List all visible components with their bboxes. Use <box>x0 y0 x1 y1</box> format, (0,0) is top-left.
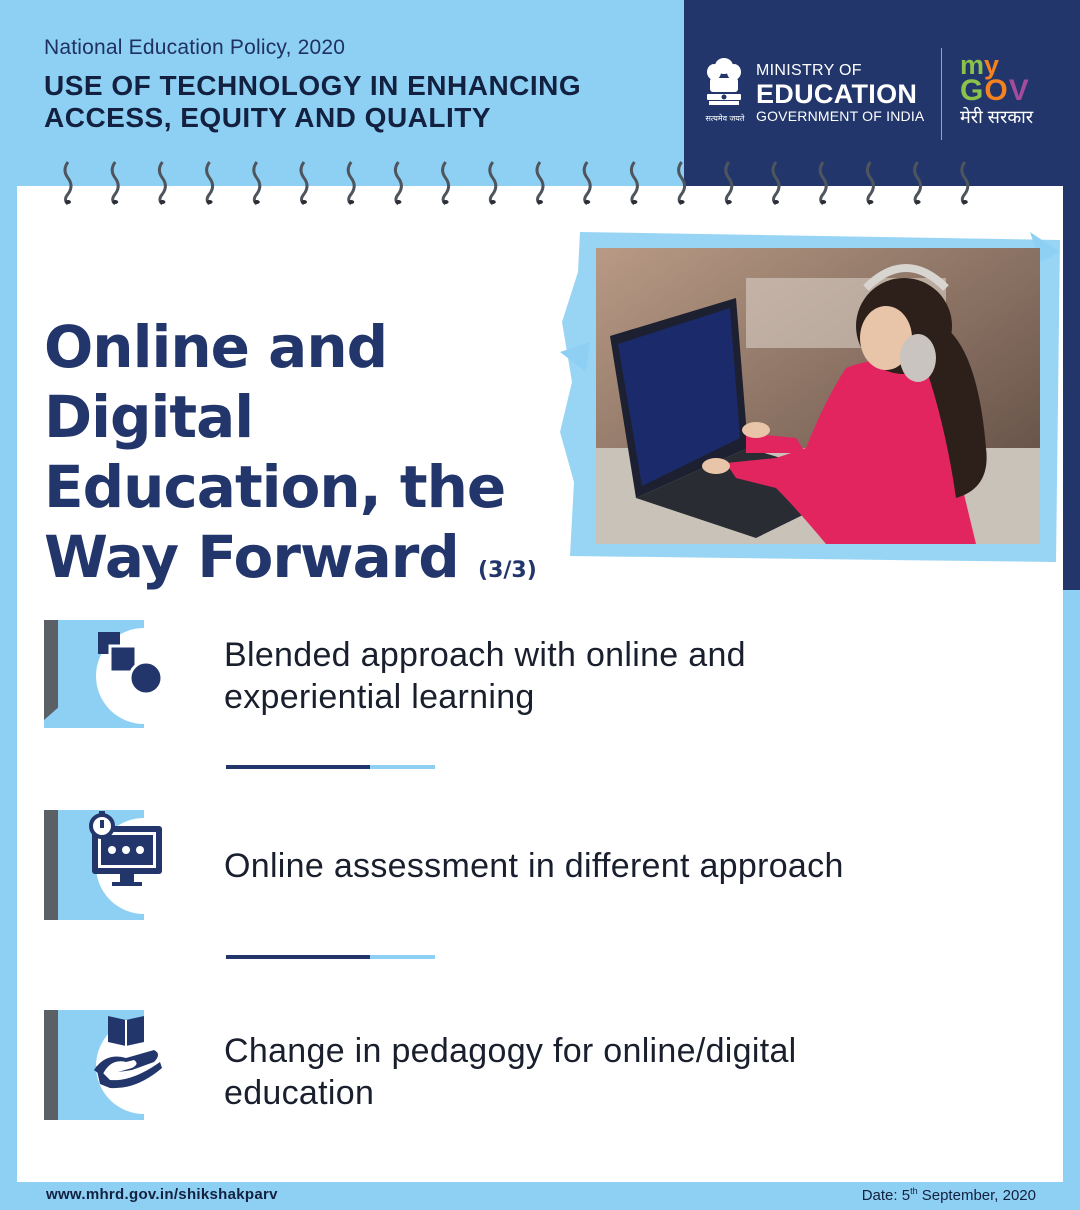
binding-ring-icon <box>159 162 165 204</box>
binding-ring-icon <box>254 162 260 204</box>
logo-divider <box>941 48 942 140</box>
binding-ring-icon <box>537 162 543 204</box>
page-header-title <box>44 70 644 134</box>
part-number: (3/3) <box>478 558 537 583</box>
main-title-line3: Way Forward (3/3) <box>44 523 537 591</box>
item1-line2: experiential learning <box>224 678 535 716</box>
separator-2 <box>226 955 435 959</box>
binding-ring-icon <box>679 162 685 204</box>
blended-learning-icon <box>44 618 164 730</box>
header-title-line1: USE OF TECHNOLOGY IN ENHANCING <box>44 70 582 101</box>
binding-ring-icon <box>443 162 449 204</box>
binding-ring-icon <box>631 162 637 204</box>
ministry-line3: GOVERNMENT OF INDIA <box>756 108 925 124</box>
binding-ring-icon <box>395 162 401 204</box>
girl-with-laptop-photo <box>596 248 1040 544</box>
binding-ring-icon <box>726 162 732 204</box>
online-assessment-icon <box>44 810 164 922</box>
binding-ring-icon <box>867 162 873 204</box>
mygov-y: y <box>984 50 1000 80</box>
main-title-line1: Online and Digital <box>44 313 388 451</box>
footer-date: Date: 5th September, 2020 <box>861 1186 1036 1204</box>
policy-subtitle: National Education Policy, 2020 <box>44 36 346 59</box>
binding-ring-icon <box>820 162 826 204</box>
binding-ring-icon <box>915 162 921 204</box>
binding-ring-icon <box>584 162 590 204</box>
mygov-m: m <box>960 50 985 80</box>
spiral-binding <box>60 158 1020 206</box>
item3-line2: education <box>224 1074 375 1112</box>
header-title-line2: ACCESS, EQUITY AND QUALITY <box>44 102 492 133</box>
item-text-pedagogy <box>224 1030 984 1114</box>
mygov-my <box>960 50 1060 80</box>
item-text-blended <box>224 634 984 718</box>
ministry-line2: EDUCATION <box>756 79 918 109</box>
binding-ring-icon <box>962 162 968 204</box>
item3-line1: Change in pedagogy for online/digital <box>224 1032 797 1070</box>
mygov-hindi: मेरी सरकार <box>960 107 1034 127</box>
footer-website-link[interactable]: www.mhrd.gov.in/shikshakparv <box>46 1186 278 1203</box>
mygov-gov: GOV <box>960 74 1030 107</box>
ministry-line1: MINISTRY OF <box>756 62 862 79</box>
emblem-motto: सत्यमेव जयते <box>705 114 745 123</box>
main-title <box>44 312 544 606</box>
binding-ring-icon <box>348 162 354 204</box>
binding-ring-icon <box>65 162 71 204</box>
mygov-logo <box>960 50 1060 128</box>
item1-line1: Blended approach with online and <box>224 636 746 674</box>
main-title-line2: Education, the <box>44 453 506 521</box>
separator-1 <box>226 765 435 769</box>
ministry-of-education-logo <box>756 62 924 124</box>
binding-ring-icon <box>112 162 118 204</box>
item-text-assessment: Online assessment in different approach <box>224 847 844 885</box>
pedagogy-hand-book-icon <box>44 1010 164 1122</box>
binding-ring-icon <box>490 162 496 204</box>
binding-ring-icon <box>773 162 779 204</box>
binding-ring-icon <box>207 162 213 204</box>
binding-ring-icon <box>301 162 307 204</box>
